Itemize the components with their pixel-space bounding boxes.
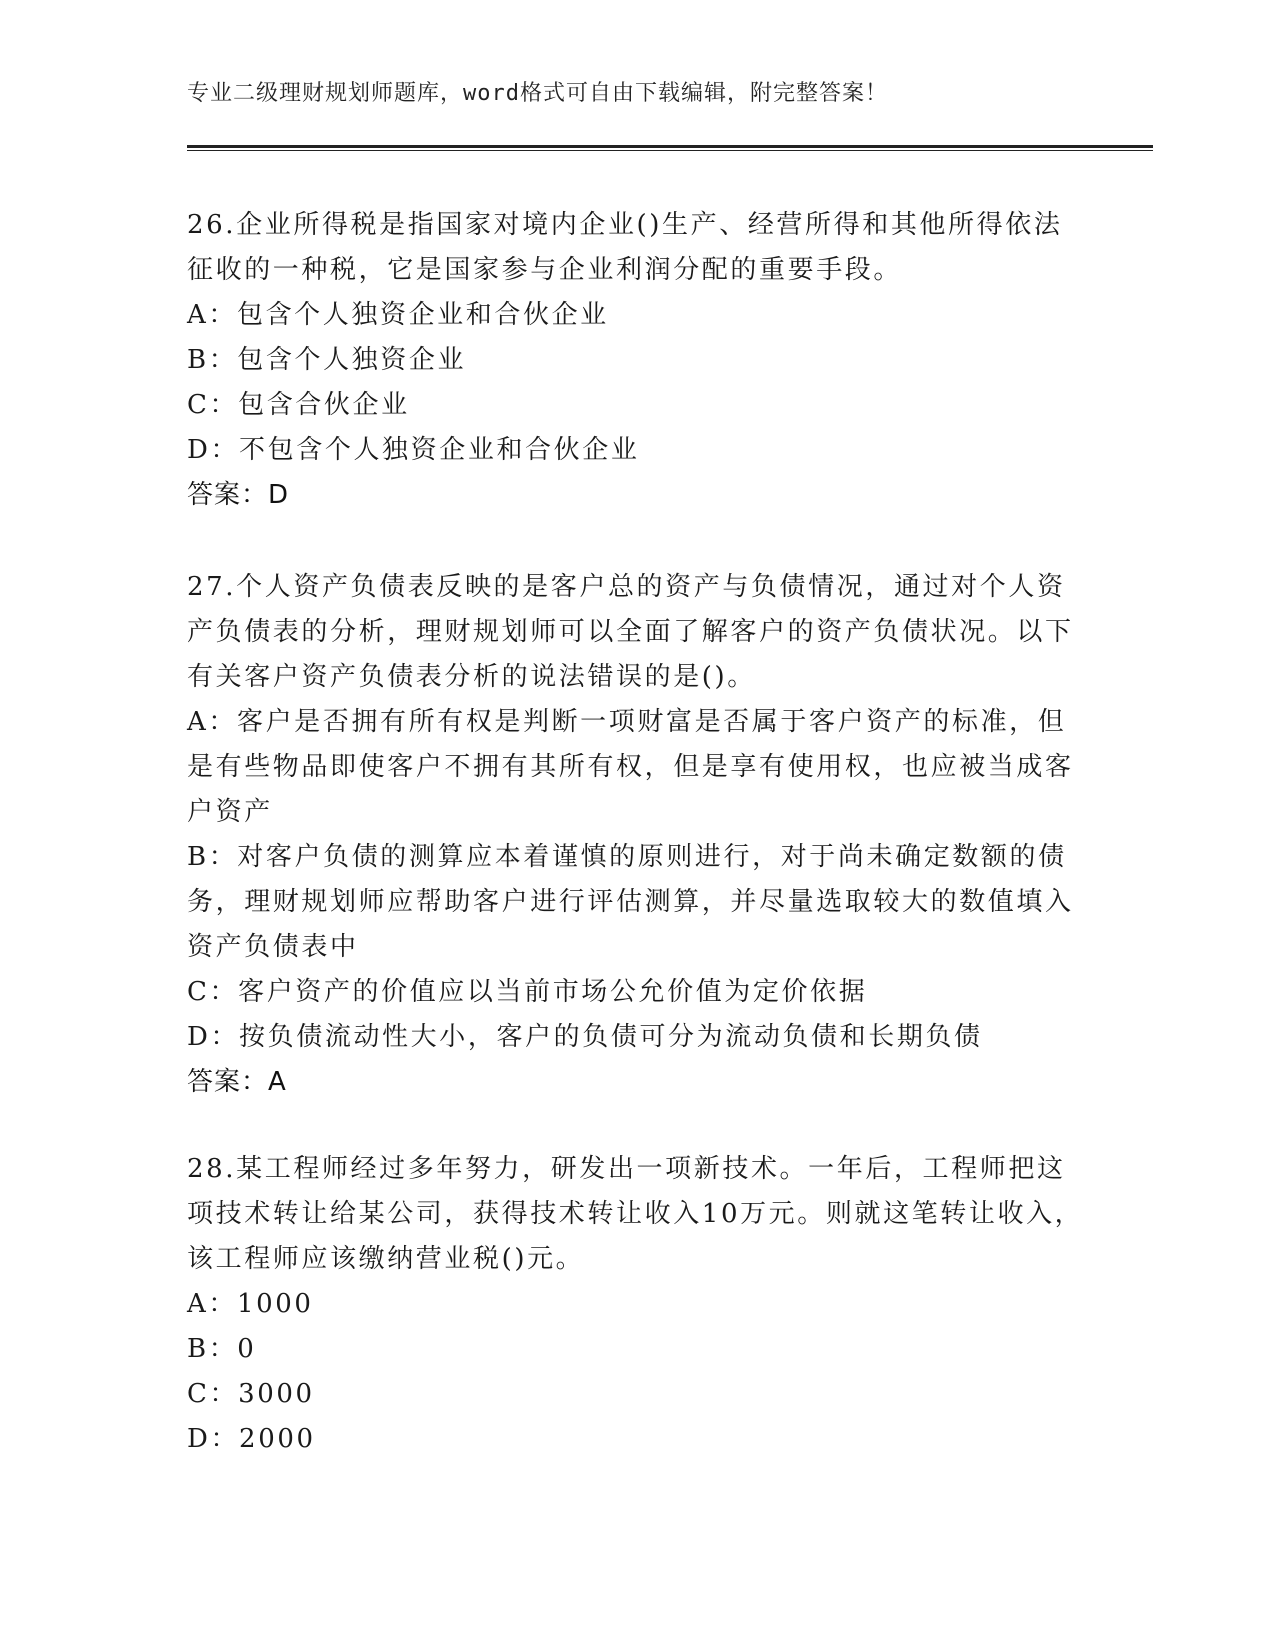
option-a: A：客户是否拥有所有权是判断一项财富是否属于客户资产的标准，但是有些物品即使客户不拥有其所有权，但是享有使用权，也应被当成客户资产 [187,707,1074,827]
answer-label: 答案：A [187,1067,287,1097]
option-d: D：2000 [187,1424,316,1454]
option-b: B：对客户负债的测算应本着谨慎的原则进行，对于尚未确定数额的债务，理财规划师应帮助客户进行评估测算，并尽量选取较大的数值填入资产负债表中 [187,842,1074,962]
option-d: D：不包含个人独资企业和合伙企业 [187,435,640,465]
question-stem: 28.某工程师经过多年努力，研发出一项新技术。一年后，工程师把这项技术转让给某公司，获得技术转让收入10万元。则就这笔转让收入，该工程师应该缴纳营业税()元。 [187,1154,1084,1274]
question-stem: 26.企业所得税是指国家对境内企业()生产、经营所得和其他所得依法征收的一种税，它是国家参与企业利润分配的重要手段。 [187,210,1063,285]
question-27 [187,565,1087,1105]
page-header: 专业二级理财规划师题库，word格式可自由下载编辑，附完整答案！ [187,81,888,106]
option-c: C：包含合伙企业 [187,390,410,420]
option-a: A：1000 [187,1289,314,1319]
option-b: B：0 [187,1334,257,1364]
question-28 [187,1147,1087,1462]
option-c: C：客户资产的价值应以当前市场公允价值为定价依据 [187,977,868,1007]
option-a: A：包含个人独资企业和合伙企业 [187,300,609,330]
header-divider [187,145,1153,151]
option-b: B：包含个人独资企业 [187,345,467,375]
option-c: C：3000 [187,1379,315,1409]
option-d: D：按负债流动性大小，客户的负债可分为流动负债和长期负债 [187,1022,983,1052]
question-stem: 27.个人资产负债表反映的是客户总的资产与负债情况，通过对个人资产负债表的分析，理财规划师可以全面了解客户的资产负债状况。以下有关客户资产负债表分析的说法错误的是()。 [187,572,1074,692]
answer-label: 答案：D [187,480,290,510]
question-26 [187,203,1087,518]
